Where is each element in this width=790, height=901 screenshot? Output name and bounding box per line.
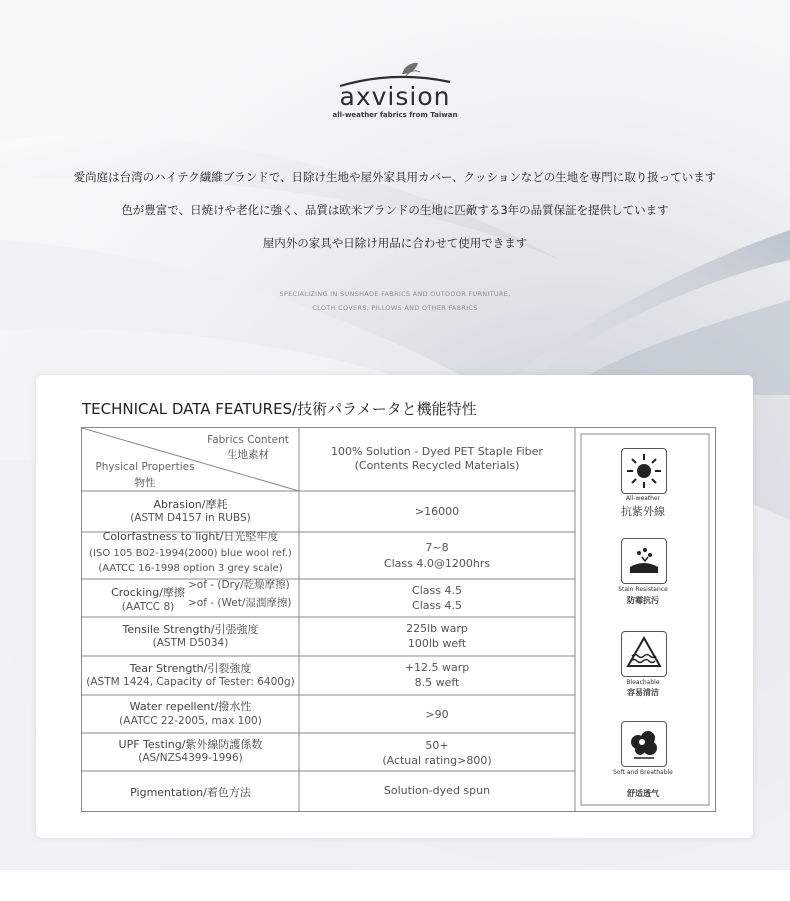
row-5-name: Tear Strength/引裂強度	[129, 662, 252, 675]
brand-name: axvision	[339, 82, 451, 111]
row-3-v1: Class 4.5	[412, 584, 462, 597]
row-4-v2: 100lb weft	[407, 637, 467, 650]
specialize-line-2: CLOTH COVERS, PILLOWS AND OTHER FABRICS	[312, 304, 478, 312]
row-1-name: Abrasion/摩耗	[153, 498, 228, 511]
header-props-cn: 物性	[134, 477, 156, 489]
row-7-name: UPF Testing/紫外線防護係数	[118, 738, 263, 751]
feature-1-cn: 抗紫外線	[621, 505, 665, 518]
row-2-v2: Class 4.0@1200hrs	[383, 557, 491, 570]
intro-line-3: 屋内外の家具や日除け用品に合わせて使用できます	[262, 236, 528, 250]
feature-2-cn: 防霉抗污	[627, 596, 659, 605]
row-4-v1: 225lb warp	[406, 622, 468, 635]
brand-logo	[320, 60, 470, 130]
row-1-std: (ASTM D4157 in RUBS)	[130, 512, 251, 524]
feature-3-en: Bleachable	[626, 679, 660, 686]
row-8-name: Pigmentation/着色方法	[130, 786, 251, 799]
row-3-name: Crocking/摩擦	[111, 586, 185, 599]
header-value-sub: (Contents Recycled Materials)	[354, 459, 520, 472]
card-title: TECHNICAL DATA FEATURES/技術パラメータと機能特性	[82, 400, 477, 418]
feature-4-en: Soft and Breathable	[613, 769, 673, 776]
intro-line-1: 愛尚庭は台湾のハイテク繊維ブランドで、日除け生地や屋外家具用カバー、クッションなどの生地を専門に取り扱っています	[73, 170, 717, 184]
row-2-std: (ISO 105 B02-1994(2000) blue wool ref.)	[89, 548, 292, 559]
row-3-v2: Class 4.5	[412, 599, 462, 612]
row-6-name: Water repellent/撥水性	[129, 700, 252, 713]
row-2-v1: 7~8	[425, 541, 449, 554]
row-6-v1: >90	[425, 708, 449, 721]
specialize-line-1: SPECIALIZING IN SUNSHADE FABRICS AND OUTDOOR FURNITURE,	[279, 290, 511, 298]
row-5-v2: 8.5 weft	[414, 676, 460, 689]
intro-line-2: 色が豊富で、日焼けや老化に強く、品質は欧米ブランドの生地に匹敵する3年の品質保証を提供しています	[121, 203, 669, 217]
spec-table	[81, 427, 716, 812]
row-6-std: (AATCC 22-2005, max 100)	[119, 715, 262, 727]
stain-resistance-icon	[621, 538, 667, 584]
bleachable-icon	[621, 631, 667, 677]
row-7-v2: (Actual rating>800)	[382, 754, 492, 767]
row-5-std: (ASTM 1424, Capacity of Tester: 6400g)	[86, 676, 295, 688]
header-content-en: Fabrics Content	[207, 434, 289, 446]
feature-2-en: Stain Resistance	[618, 586, 668, 593]
feature-3-cn: 容易清洁	[627, 688, 659, 697]
row-3-std: (AATCC 8)	[121, 601, 175, 613]
row-4-name: Tensile Strength/引張強度	[122, 623, 259, 636]
brand-tagline: all-weather fabrics from Taiwan	[332, 111, 458, 119]
row-3-extra2: >of - (Wet/湿潤摩擦)	[188, 597, 292, 609]
header-value: 100% Solution - Dyed PET Staple Fiber	[331, 445, 543, 458]
technical-data-card	[36, 375, 753, 838]
row-4-std: (ASTM D5034)	[152, 637, 229, 649]
row-7-std: (AS/NZS4399-1996)	[138, 752, 243, 764]
sun-icon	[621, 448, 667, 494]
row-1-v1: >16000	[414, 505, 460, 518]
feature-1-en: All-weather	[625, 495, 661, 502]
row-8-v1: Solution-dyed spun	[383, 784, 491, 797]
row-5-v1: +12.5 warp	[404, 661, 470, 674]
row-3-extra1: >of - (Dry/乾燥摩擦)	[188, 579, 290, 591]
feature-4-cn: 舒适透气	[627, 789, 659, 798]
header-content-cn: 生地素材	[227, 449, 269, 461]
header-props-en: Physical Properties	[95, 461, 195, 473]
row-2-std2: (AATCC 16-1998 option 3 grey scale)	[98, 563, 283, 574]
cotton-icon	[621, 721, 667, 767]
row-7-v1: 50+	[425, 739, 449, 752]
row-2-name: Colorfastness to light/日光堅牢度	[102, 530, 279, 543]
